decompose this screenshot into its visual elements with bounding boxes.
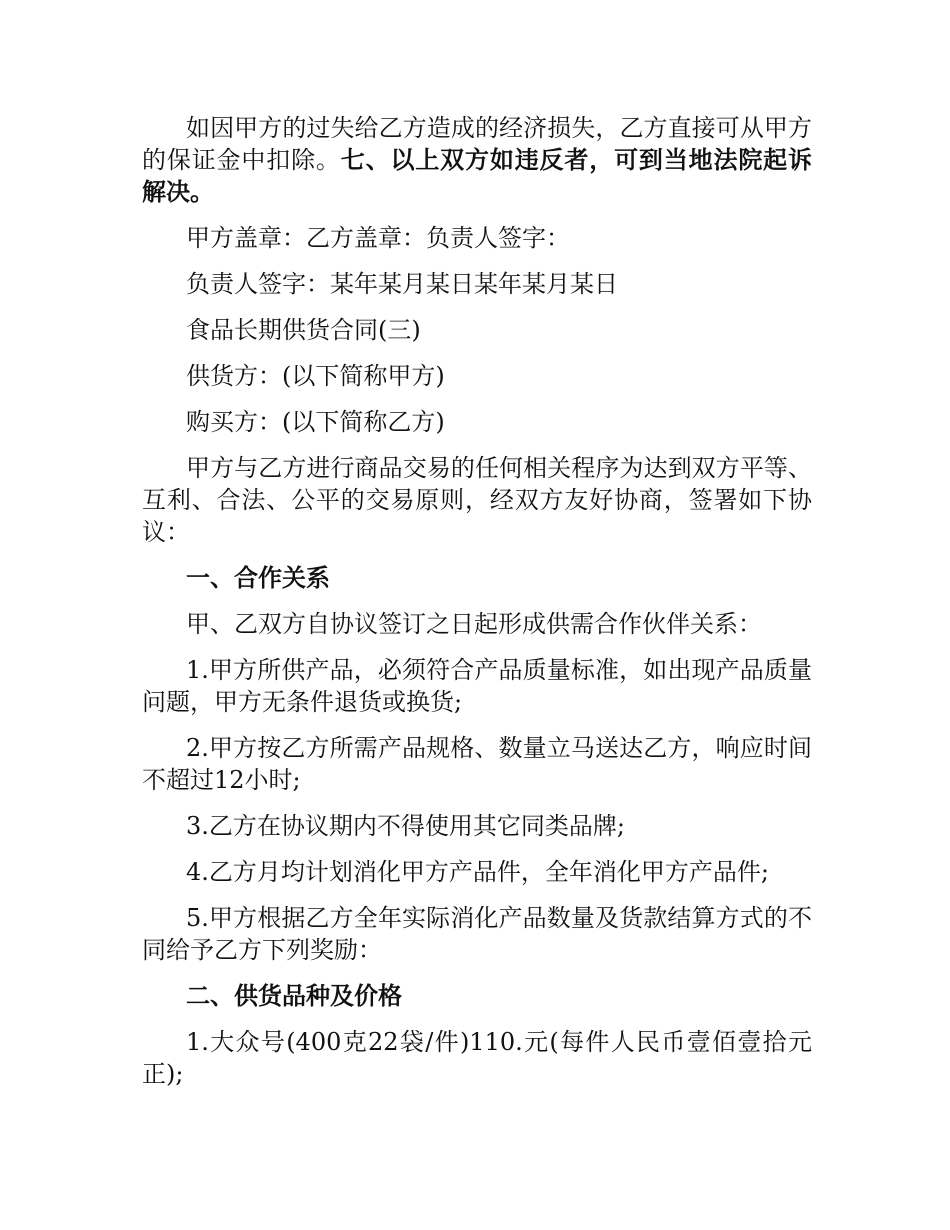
clause-price-item-1: 1.大众号(400克22袋/件)110.元(每件人民币壹佰壹拾元正); <box>142 1028 812 1088</box>
clause-5-rewards: 5.甲方根据乙方全年实际消化产品数量及货款结算方式的不同给予乙方下列奖励： <box>142 904 812 964</box>
paragraph-supplier: 供货方：(以下简称甲方) <box>186 362 445 390</box>
clause-2-delivery: 2.甲方按乙方所需产品规格、数量立马送达乙方，响应时间不超过12小时; <box>142 734 812 794</box>
paragraph-text: 如因甲方的过失给乙方造成的经济损失，乙方直接可从甲方的保证金中扣除。 <box>142 114 812 174</box>
clause-1-quality: 1.甲方所供产品，必须符合产品质量标准，如出现产品质量问题，甲方无条件退货或换货; <box>142 656 812 716</box>
clause-4-volume: 4.乙方月均计划消化甲方产品件，全年消化甲方产品件; <box>186 858 769 886</box>
section-heading-products-prices: 二、供货品种及价格 <box>186 981 402 1010</box>
section-heading-cooperation: 一、合作关系 <box>186 563 330 592</box>
paragraph-purchaser: 购买方：(以下简称乙方) <box>186 408 445 436</box>
paragraph-partnership: 甲、乙双方自协议签订之日起形成供需合作伙伴关系： <box>186 610 762 638</box>
paragraph-signature-date: 负责人签字：某年某月某日某年某月某日 <box>186 270 618 298</box>
paragraph-preamble: 甲方与乙方进行商品交易的任何相关程序为达到双方平等、互利、合法、公平的交易原则，经双方友好协商，签署如下协议： <box>142 454 812 546</box>
document-page <box>142 112 812 1104</box>
dispute-clause-bold: 七、以上双方如违反者，可到当地法院起诉解决。 <box>142 145 813 206</box>
clause-3-exclusivity: 3.乙方在协议期内不得使用其它同类品牌; <box>186 812 625 840</box>
paragraph-seals: 甲方盖章：乙方盖章：负责人签字： <box>186 224 570 252</box>
contract-title: 食品长期供货合同(三) <box>186 316 421 344</box>
paragraph-loss-compensation <box>142 112 812 208</box>
